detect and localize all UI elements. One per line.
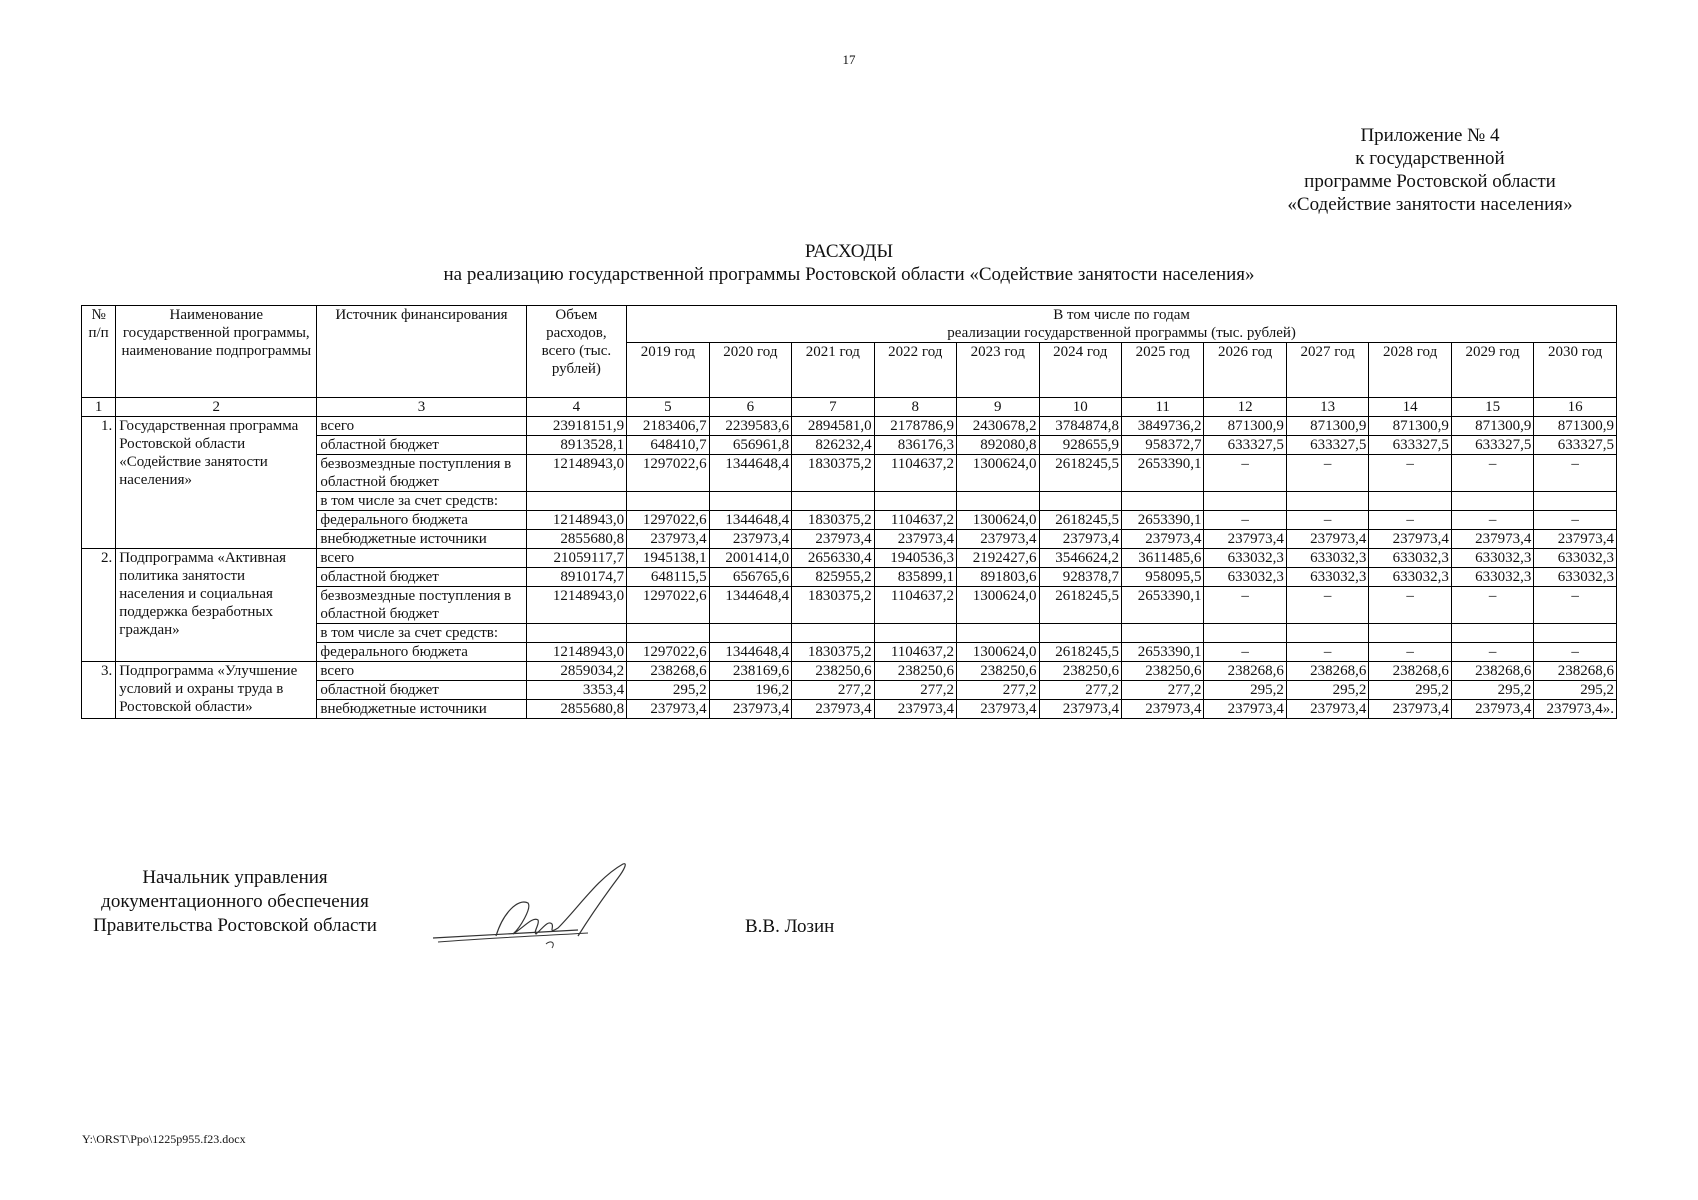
value-cell: – [1534,643,1617,662]
value-cell: 892080,8 [957,436,1039,455]
value-cell: 2430678,2 [957,417,1039,436]
value-cell: 3611485,6 [1121,549,1203,568]
value-cell: – [1286,587,1368,624]
column-number: 16 [1534,398,1617,417]
value-cell: – [1286,511,1368,530]
annex-line-4: «Содействие занятости населения» [1287,194,1573,215]
value-cell: 1297022,6 [627,587,709,624]
value-cell: 237973,4 [792,700,874,719]
value-cell: 277,2 [1039,681,1121,700]
value-cell: 633032,3 [1451,568,1533,587]
funding-source: безвозмездные поступления в областной бюджет [317,587,526,624]
value-cell: – [1369,643,1451,662]
value-cell: 12148943,0 [526,587,627,624]
value-cell: 2855680,8 [526,530,627,549]
value-cell: 237973,4 [1121,700,1203,719]
value-cell: 238169,6 [709,662,791,681]
value-cell: 237973,4 [1451,530,1533,549]
header-year: 2028 год [1369,343,1451,398]
table-row [82,417,1617,436]
value-cell: 23918151,9 [526,417,627,436]
value-cell [1121,492,1203,511]
value-cell [957,492,1039,511]
value-cell [627,492,709,511]
value-cell: 825955,2 [792,568,874,587]
funding-source: всего [317,662,526,681]
value-cell [874,492,956,511]
value-cell: 277,2 [874,681,956,700]
signature-line-1: Начальник управления [142,867,328,888]
value-cell: 1830375,2 [792,455,874,492]
table-row [82,662,1617,681]
value-cell: 633032,3 [1534,549,1617,568]
value-cell: 238268,6 [1369,662,1451,681]
column-number: 8 [874,398,956,417]
value-cell: 238268,6 [1204,662,1286,681]
value-cell: 1104637,2 [874,455,956,492]
value-cell: 237973,4 [1369,530,1451,549]
value-cell: 871300,9 [1451,417,1533,436]
expenses-table [81,305,1617,719]
value-cell: 633032,3 [1451,549,1533,568]
column-numbers-row [82,398,1617,417]
value-cell: 1344648,4 [709,587,791,624]
value-cell: 1344648,4 [709,511,791,530]
value-cell: 237973,4 [1039,700,1121,719]
header-year: 2023 год [957,343,1039,398]
value-cell: 871300,9 [1534,417,1617,436]
column-number: 1 [82,398,116,417]
value-cell [957,624,1039,643]
value-cell: 2618245,5 [1039,511,1121,530]
value-cell: 12148943,0 [526,511,627,530]
value-cell: 3784874,8 [1039,417,1121,436]
value-cell: 1300624,0 [957,643,1039,662]
value-cell: 295,2 [1534,681,1617,700]
value-cell: 2653390,1 [1121,643,1203,662]
annex-line-1: Приложение № 4 [1360,125,1500,146]
value-cell: – [1204,511,1286,530]
value-cell: 2653390,1 [1121,455,1203,492]
funding-source: безвозмездные поступления в областной бюджет [317,455,526,492]
value-cell: 237973,4 [1204,530,1286,549]
value-cell [1204,492,1286,511]
header-num: № п/п [82,306,116,398]
value-cell: 8910174,7 [526,568,627,587]
value-cell: 3353,4 [526,681,627,700]
program-name: Подпрограмма «Активная политика занятости населения и социальная поддержка безработных граждан» [116,549,317,662]
value-cell: 237973,4 [627,530,709,549]
header-year: 2029 год [1451,343,1533,398]
value-cell: 633032,3 [1286,568,1368,587]
value-cell: 237973,4 [1286,530,1368,549]
value-cell: 295,2 [1451,681,1533,700]
value-cell: 633327,5 [1369,436,1451,455]
value-cell: 238250,6 [874,662,956,681]
value-cell: 835899,1 [874,568,956,587]
value-cell: 836176,3 [874,436,956,455]
value-cell: 633032,3 [1204,549,1286,568]
header-year: 2025 год [1121,343,1203,398]
title-line-1: РАСХОДЫ [804,241,894,262]
value-cell: 238250,6 [1039,662,1121,681]
value-cell: 237973,4». [1534,700,1617,719]
header-row [82,306,1617,343]
value-cell [1039,624,1121,643]
funding-source: внебюджетные источники [317,530,526,549]
column-number: 15 [1451,398,1533,417]
value-cell: – [1451,511,1533,530]
value-cell: 871300,9 [1369,417,1451,436]
annex-header [1270,124,1590,216]
title-line-2: на реализацию государственной программы Ростовской области «Содействие занятости населения» [443,264,1255,285]
value-cell: 1297022,6 [627,455,709,492]
program-number: 1. [82,417,116,549]
value-cell [1121,624,1203,643]
value-cell [1534,492,1617,511]
value-cell: – [1369,511,1451,530]
value-cell: – [1204,587,1286,624]
value-cell: 237973,4 [1286,700,1368,719]
value-cell: 295,2 [627,681,709,700]
value-cell: 237973,4 [709,700,791,719]
value-cell: 238268,6 [1286,662,1368,681]
column-number: 7 [792,398,874,417]
value-cell: 277,2 [792,681,874,700]
value-cell [1534,624,1617,643]
value-cell: 238268,6 [1451,662,1533,681]
funding-source: всего [317,549,526,568]
value-cell: 1104637,2 [874,587,956,624]
column-number: 11 [1121,398,1203,417]
value-cell: 277,2 [957,681,1039,700]
value-cell [526,492,627,511]
header-name: Наименование государственной программы, наименование подпрограммы [116,306,317,398]
value-cell [1039,492,1121,511]
value-cell: 958095,5 [1121,568,1203,587]
value-cell [526,624,627,643]
value-cell: 237973,4 [709,530,791,549]
value-cell: 633032,3 [1204,568,1286,587]
column-number: 9 [957,398,1039,417]
annex-line-3: программе Ростовской области [1304,171,1556,192]
value-cell: – [1534,587,1617,624]
signature-line-2: документационного обеспечения [101,891,369,912]
header-total: Объем расходов, всего (тыс. рублей) [526,306,627,398]
funding-source: областной бюджет [317,681,526,700]
value-cell: – [1204,455,1286,492]
funding-source: федерального бюджета [317,643,526,662]
value-cell: 826232,4 [792,436,874,455]
value-cell: 1104637,2 [874,511,956,530]
value-cell: 1104637,2 [874,643,956,662]
value-cell: 237973,4 [874,530,956,549]
funding-source: внебюджетные источники [317,700,526,719]
value-cell [792,624,874,643]
value-cell: 1830375,2 [792,643,874,662]
header-by-years [627,306,1617,343]
value-cell: 238250,6 [792,662,874,681]
value-cell: 633327,5 [1286,436,1368,455]
value-cell: 1297022,6 [627,511,709,530]
value-cell: 1300624,0 [957,511,1039,530]
value-cell: 1830375,2 [792,587,874,624]
value-cell: 928655,9 [1039,436,1121,455]
value-cell: 277,2 [1121,681,1203,700]
header-year: 2020 год [709,343,791,398]
annex-line-2: к государственной [1355,148,1505,169]
table-row [82,549,1617,568]
header-year: 2030 год [1534,343,1617,398]
value-cell: 12148943,0 [526,455,627,492]
value-cell: 2855680,8 [526,700,627,719]
column-number: 14 [1369,398,1451,417]
value-cell [1369,624,1451,643]
header-year: 2024 год [1039,343,1121,398]
funding-source: областной бюджет [317,436,526,455]
value-cell: – [1369,587,1451,624]
column-number: 5 [627,398,709,417]
value-cell [874,624,956,643]
value-cell: 633327,5 [1534,436,1617,455]
value-cell [792,492,874,511]
value-cell [1204,624,1286,643]
value-cell: 237973,4 [792,530,874,549]
value-cell: 238250,6 [1121,662,1203,681]
column-number: 2 [116,398,317,417]
value-cell: 1297022,6 [627,643,709,662]
value-cell: 2183406,7 [627,417,709,436]
program-name: Подпрограмма «Улучшение условий и охраны труда в Ростовской области» [116,662,317,719]
value-cell: 2859034,2 [526,662,627,681]
column-number: 3 [317,398,526,417]
value-cell [709,492,791,511]
value-cell [1451,624,1533,643]
value-cell: 12148943,0 [526,643,627,662]
value-cell: 2653390,1 [1121,511,1203,530]
value-cell: 3546624,2 [1039,549,1121,568]
value-cell: 237973,4 [1204,700,1286,719]
page-number: 17 [842,52,856,67]
value-cell: 2239583,6 [709,417,791,436]
value-cell [1286,624,1368,643]
value-cell: – [1286,455,1368,492]
header-year: 2022 год [874,343,956,398]
value-cell: 237973,4 [1121,530,1203,549]
column-number: 10 [1039,398,1121,417]
header-by-years-line-2: реализации государственной программы (тыс. рублей) [947,325,1296,341]
funding-source: в том числе за счет средств: [317,492,526,511]
program-name: Государственная программа Ростовской области «Содействие занятости населения» [116,417,317,549]
value-cell: 237973,4 [1039,530,1121,549]
header-year: 2019 год [627,343,709,398]
handwritten-signature [428,858,638,958]
value-cell: 237973,4 [1369,700,1451,719]
value-cell: 237973,4 [627,700,709,719]
header-by-years-line-1: В том числе по годам [1053,307,1190,323]
value-cell: 238250,6 [957,662,1039,681]
value-cell [1369,492,1451,511]
value-cell: – [1451,643,1533,662]
value-cell: 2618245,5 [1039,455,1121,492]
value-cell: 2894581,0 [792,417,874,436]
value-cell: 648410,7 [627,436,709,455]
column-number: 12 [1204,398,1286,417]
value-cell: 238268,6 [627,662,709,681]
value-cell: 295,2 [1369,681,1451,700]
value-cell: 237973,4 [957,700,1039,719]
value-cell: 295,2 [1286,681,1368,700]
value-cell: 633032,3 [1369,568,1451,587]
value-cell: 656961,8 [709,436,791,455]
value-cell: 295,2 [1204,681,1286,700]
value-cell: – [1369,455,1451,492]
value-cell: 633327,5 [1451,436,1533,455]
value-cell: 2656330,4 [792,549,874,568]
value-cell: 21059117,7 [526,549,627,568]
header-year: 2026 год [1204,343,1286,398]
value-cell: 633327,5 [1204,436,1286,455]
value-cell: 871300,9 [1286,417,1368,436]
value-cell: 928378,7 [1039,568,1121,587]
value-cell: 958372,7 [1121,436,1203,455]
signature-line-3: Правительства Ростовской области [93,915,377,936]
column-number: 4 [526,398,627,417]
column-number: 6 [709,398,791,417]
value-cell: 8913528,1 [526,436,627,455]
funding-source: областной бюджет [317,568,526,587]
value-cell: – [1451,587,1533,624]
value-cell: 237973,4 [1451,700,1533,719]
value-cell: 871300,9 [1204,417,1286,436]
value-cell: 891803,6 [957,568,1039,587]
value-cell: 1940536,3 [874,549,956,568]
value-cell [627,624,709,643]
value-cell [1451,492,1533,511]
signer-name: В.В. Лозин [745,916,835,937]
program-number: 2. [82,549,116,662]
value-cell: 2001414,0 [709,549,791,568]
value-cell: – [1204,643,1286,662]
header-year: 2027 год [1286,343,1368,398]
value-cell: – [1534,511,1617,530]
value-cell: – [1451,455,1533,492]
footer-file-path: Y:\ORST\Ppo\1225p955.f23.docx [82,1132,246,1146]
value-cell: 238268,6 [1534,662,1617,681]
value-cell: – [1534,455,1617,492]
value-cell: 1344648,4 [709,455,791,492]
value-cell: 633032,3 [1369,549,1451,568]
value-cell: 2653390,1 [1121,587,1203,624]
program-number: 3. [82,662,116,719]
funding-source: в том числе за счет средств: [317,624,526,643]
value-cell [709,624,791,643]
value-cell: – [1286,643,1368,662]
value-cell: 3849736,2 [1121,417,1203,436]
value-cell: 2178786,9 [874,417,956,436]
signature-title [80,866,390,938]
document-title [0,240,1698,286]
value-cell: 633032,3 [1534,568,1617,587]
value-cell: 196,2 [709,681,791,700]
value-cell: 656765,6 [709,568,791,587]
value-cell: 1300624,0 [957,455,1039,492]
value-cell [1286,492,1368,511]
value-cell: 633032,3 [1286,549,1368,568]
value-cell: 648115,5 [627,568,709,587]
value-cell: 1300624,0 [957,587,1039,624]
value-cell: 237973,4 [957,530,1039,549]
funding-source: федерального бюджета [317,511,526,530]
header-year: 2021 год [792,343,874,398]
header-source: Источник финансирования [317,306,526,398]
funding-source: всего [317,417,526,436]
value-cell: 1830375,2 [792,511,874,530]
value-cell: 2618245,5 [1039,587,1121,624]
value-cell: 2618245,5 [1039,643,1121,662]
column-number: 13 [1286,398,1368,417]
value-cell: 237973,4 [1534,530,1617,549]
value-cell: 237973,4 [874,700,956,719]
value-cell: 1945138,1 [627,549,709,568]
value-cell: 1344648,4 [709,643,791,662]
value-cell: 2192427,6 [957,549,1039,568]
